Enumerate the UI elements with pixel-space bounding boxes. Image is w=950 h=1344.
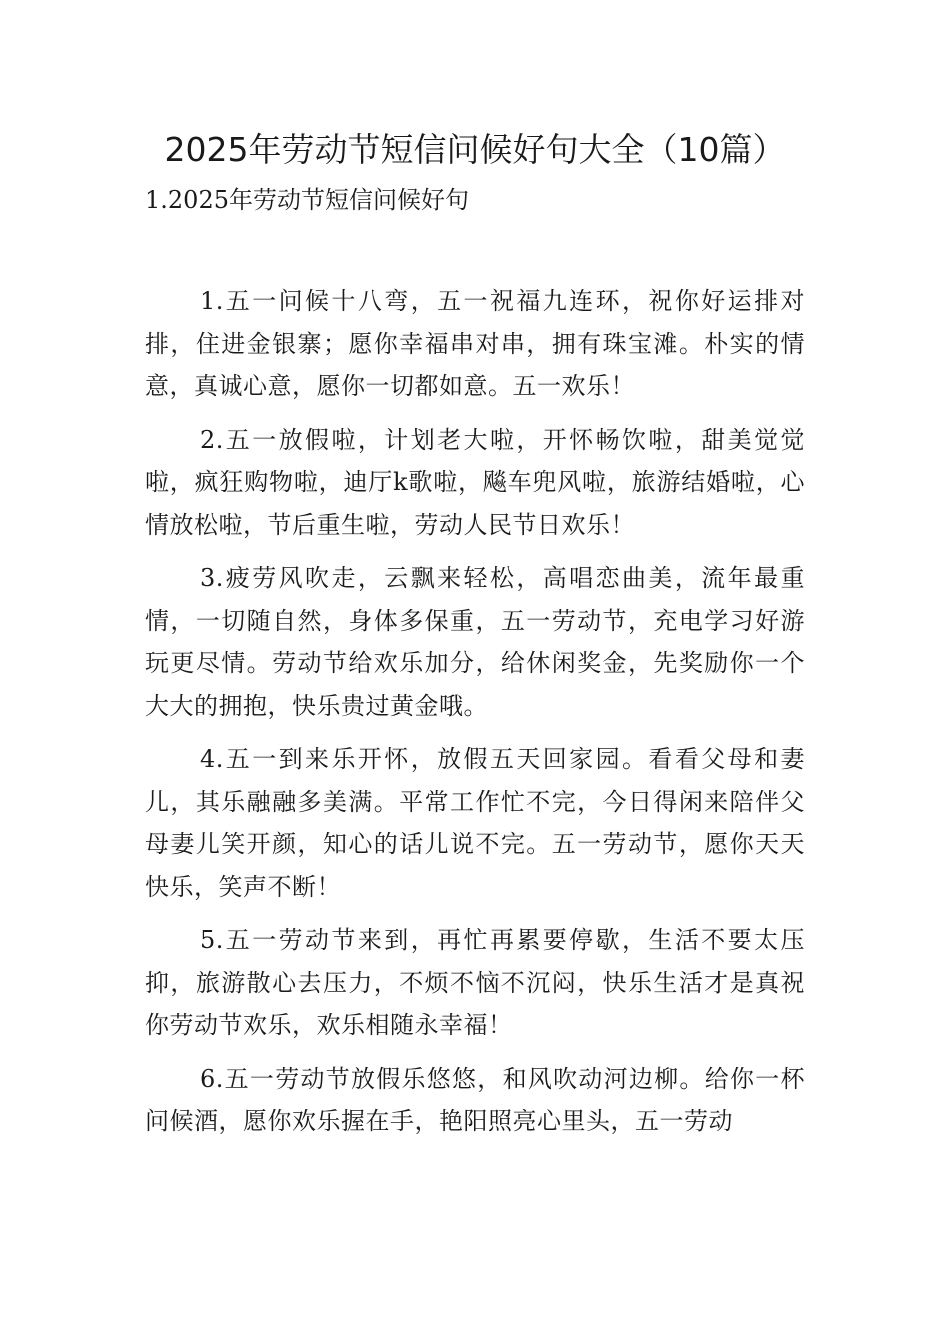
paragraph-2: 2.五一放假啦，计划老大啦，开怀畅饮啦，甜美觉觉啦，疯狂购物啦，迪厅k歌啦，飚车兜风啦，旅游结婚啦，心情放松啦，节后重生啦，劳动人民节日欢乐！: [145, 425, 805, 539]
paragraph-6: 6.五一劳动节放假乐悠悠，和风吹动河边柳。给你一杯问候酒，愿你欢乐握在手，艳阳照亮心里头，五一劳动: [145, 1064, 805, 1135]
section-heading: 1.2025年劳动节短信问候好句: [145, 186, 469, 214]
document-body: [145, 280, 805, 1154]
paragraph-3: 3.疲劳风吹走，云飘来轻松，高唱恋曲美，流年最重情，一切随自然，身体多保重，五一劳动节，充电学习好游玩更尽情。劳动节给欢乐加分，给休闲奖金，先奖励你一个大大的拥抱，快乐贵过黄金哦。: [145, 564, 805, 720]
paragraph-1: 1.五一问候十八弯，五一祝福九连环，祝你好运排对排，住进金银寨；愿你幸福串对串，拥有珠宝滩。朴实的情意，真诚心意，愿你一切都如意。五一欢乐！: [145, 287, 805, 400]
paragraph-5: 5.五一劳动节来到，再忙再累要停歇，生活不要太压抑，旅游散心去压力，不烦不恼不沉闷，快乐生活才是真祝你劳动节欢乐，欢乐相随永幸福！: [145, 926, 805, 1039]
paragraph-4: 4.五一到来乐开怀，放假五天回家园。看看父母和妻儿，其乐融融多美满。平常工作忙不完，今日得闲来陪伴父母妻儿笑开颜，知心的话儿说不完。五一劳动节，愿你天天快乐，笑声不断！: [145, 745, 805, 901]
document-title: 2025年劳动节短信问候好句大全（10篇）: [164, 130, 786, 169]
